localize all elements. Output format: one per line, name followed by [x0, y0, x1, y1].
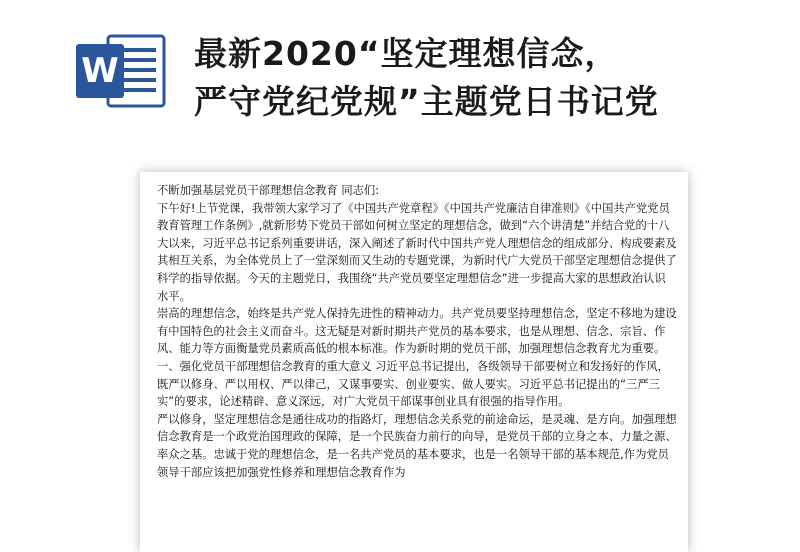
document-paragraph: 崇高的理想信念，始终是共产党人保持先进性的精神动力。共产党员要坚持理想信念，坚定不移地为建设有中国特色的社会主义而奋斗。这无疑是对新时期共产党员的基本要求，也是从理想、信念、宗旨、作风、能力等方面衡量党员素质高低的根本标准。作为新时期的党员干部，加强理想信念教育尤为重要。 — [157, 307, 677, 356]
document-page — [140, 172, 688, 552]
title-line-1: 最新2020“坚定理想信念， — [194, 34, 619, 73]
document-body — [157, 182, 677, 481]
page-title — [194, 30, 784, 126]
word-icon — [74, 30, 166, 112]
document-salutation: 不断加强基层党员干部理想信念教育 同志们: — [157, 184, 380, 197]
document-paragraph: 下午好!上节党课，我带领大家学习了《中国共产党章程》《中国共产党廉洁自律准则》《中国共产党党员教育管理工作条例》,就新形势下党员干部如何树立坚定的理想信念，做到“六个讲清楚”并结合党的十八大以来，习近平总书记系列重要讲话，深入阐述了新时代中国共产党人理想信念的组成部分、构成要素及其相互关系，为全体党员上了一堂深刻而又生动的专题党课，为新时代广大党员干部坚定理想信念提供了科学的指导依据。今天的主题党日，我围绕“共产党员要坚定理想信念”进一步提高大家的思想政治认识水平。 — [157, 201, 677, 303]
document-paragraph: 一、强化党员干部理想信念教育的重大意义 习近平总书记提出，各级领导干部要树立和发扬好的作风，既严以修身、严以用权、严以律己，又谋事要实、创业要实、做人要实。习近平总书记提出的“三严三实”的要求，论述精辟、意义深远，对广大党员干部谋事创业具有很强的指导作用。 — [157, 359, 669, 409]
title-line-2: 严守党纪党规”主题党日书记党 — [194, 82, 659, 121]
word-icon-letter: W — [81, 51, 119, 91]
header — [0, 0, 800, 160]
document-paragraph: 严以修身，坚定理想信念是通往成功的指路灯，理想信念关系党的前途命运，是灵魂、是方向。加强理想信念教育是一个政党治国理政的保障，是一个民族奋力前行的向导，是党员干部的立身之本、力量之源、率众之基。忠诚于党的理想信念，是一名共产党员的基本要求，也是一名领导干部的基本规范,作为党员领导干部应该把加强党性修养和理想信念教育作为 — [157, 412, 677, 479]
